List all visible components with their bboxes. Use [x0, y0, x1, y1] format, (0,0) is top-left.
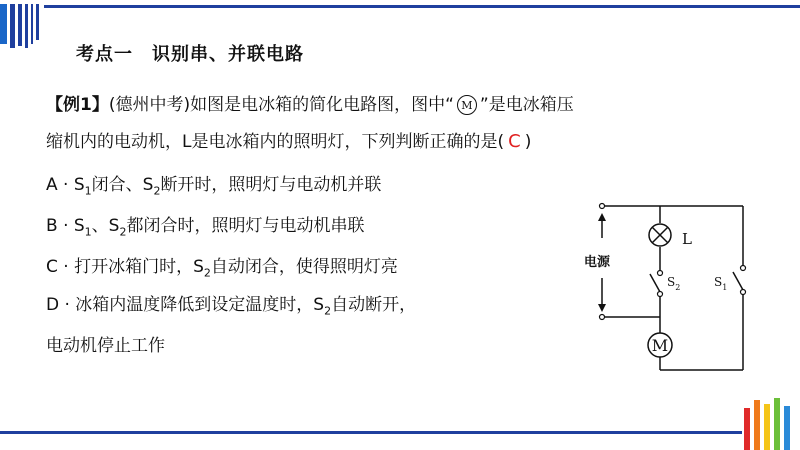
stem-text-2: ”是电冰箱压 [479, 95, 574, 115]
option-b: $B \cdot S_1$、$S_2$都闭合时，照明灯与电动机串联 [46, 216, 365, 239]
s2-label: $S_2$ [667, 275, 681, 292]
question-source: (德州中考) [108, 95, 191, 115]
arrow-up-icon [598, 213, 606, 221]
option-d: D · 冰箱内温度降低到设定温度时，$S_2$自动断开， [46, 295, 417, 318]
option-d-line-2: 电动机停止工作 [46, 336, 165, 356]
example-label: 【例1】 [46, 95, 109, 115]
section-title: 考点一 识别串、并联电路 [76, 44, 304, 65]
option-a: $A \cdot S_1$闭合、$S_2$断开时，照明灯与电动机并联 [46, 175, 382, 198]
motor-label: M [651, 336, 669, 355]
power-source-label: 电源 [584, 255, 611, 270]
answer: C [508, 131, 521, 152]
question-stem-line-1 [46, 93, 574, 117]
s1-label: $S_1$ [714, 275, 728, 292]
stem-text-3: 缩机内的电动机，L是电冰箱内的照明灯，下列判断正确的是( [46, 132, 505, 152]
question-stem-line-2 [46, 130, 531, 154]
circuit-diagram [578, 188, 758, 378]
lamp-label: L [682, 230, 692, 248]
arrow-down-icon [598, 304, 606, 312]
stem-text-1: 如图是电冰箱的简化电路图，图中“ [190, 95, 454, 115]
header-rule [44, 5, 800, 8]
footer-rule [0, 431, 742, 434]
option-c: C · 打开冰箱门时，$S_2$自动闭合，使得照明灯亮 [46, 257, 398, 280]
lamp-icon [649, 224, 671, 246]
motor-symbol-icon: M [457, 95, 477, 115]
close-paren: ) [524, 132, 532, 152]
footer-decoration [740, 398, 800, 450]
